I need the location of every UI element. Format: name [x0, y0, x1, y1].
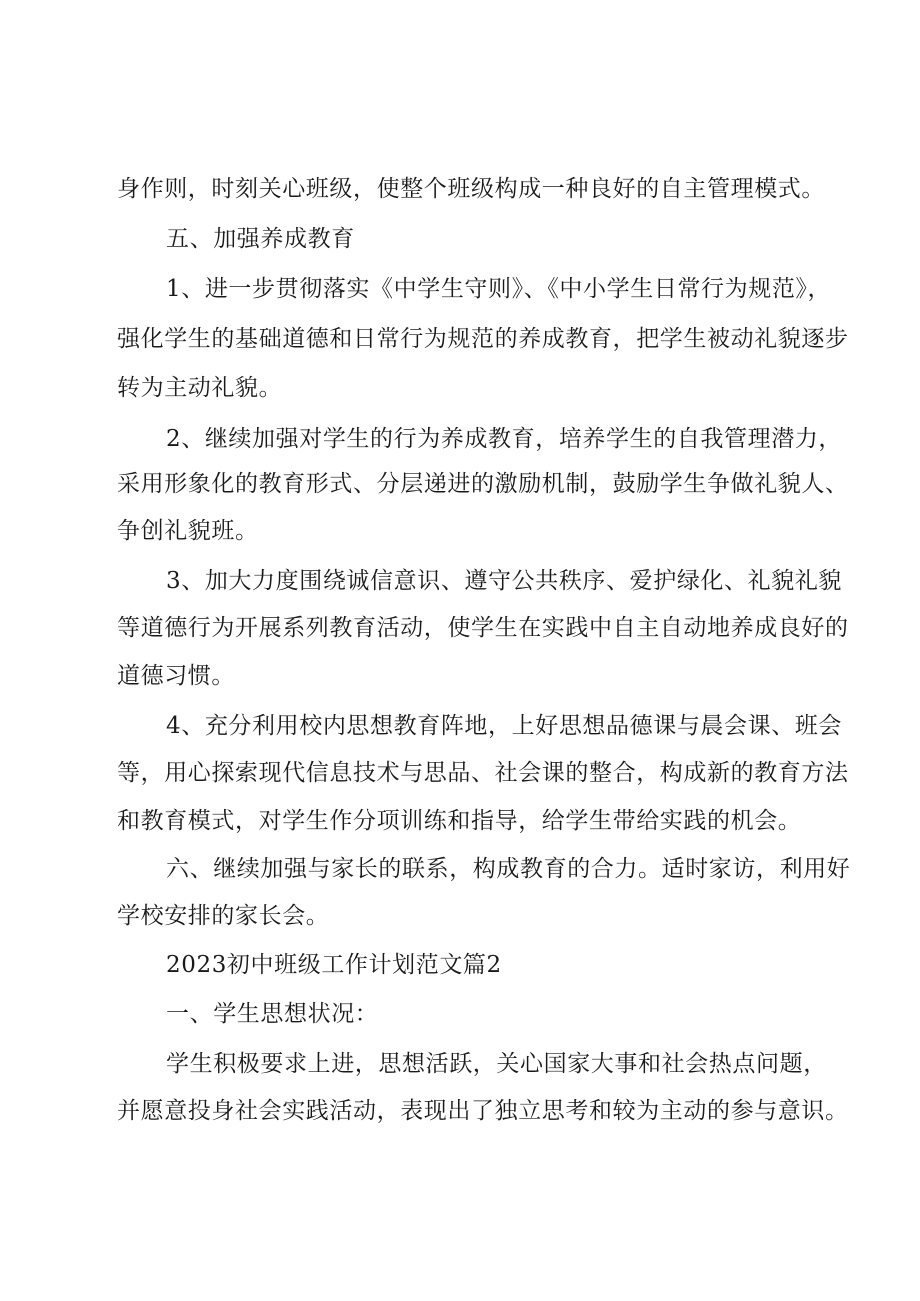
body-text-line: 和教育模式，对学生作分项训练和指导，给学生带给实践的机会。: [117, 808, 802, 834]
body-text-line: 学生积极要求上进，思想活跃，关心国家大事和社会热点问题，: [166, 1051, 827, 1077]
body-text-line: 1、进一步贯彻落实《中学生守则》、《中小学生日常行为规范》，: [166, 276, 832, 302]
body-text-line: 并愿意投身社会实践活动，表现出了独立思考和较为主动的参与意识。: [117, 1098, 849, 1124]
article-title: 2023初中班级工作计划范文篇2: [166, 952, 502, 978]
body-text-line: 六、继续加强与家长的联系，构成教育的合力。适时家访，利用好: [166, 856, 851, 882]
body-text-line: 道德习惯。: [117, 663, 235, 689]
body-text-line: 等道德行为开展系列教育活动，使学生在实践中自主自动地养成良好的: [117, 615, 849, 641]
body-text-line: 2、继续加强对学生的行为养成教育，培养学生的自我管理潜力，: [166, 426, 843, 452]
body-text-line: 采用形象化的教育形式、分层递进的激励机制，鼓励学生争做礼貌人、: [117, 471, 849, 497]
body-text-line: 3、加大力度围绕诚信意识、遵守公共秩序、爱护绿化、礼貌礼貌: [166, 568, 843, 594]
body-text-line: 争创礼貌班。: [117, 518, 259, 544]
section-heading: 一、学生思想状况：: [166, 1001, 379, 1027]
body-text-line: 转为主动礼貌。: [117, 375, 283, 401]
body-text-line: 等，用心探索现代信息技术与思品、社会课的整合，构成新的教育方法: [117, 760, 849, 786]
body-text-line: 强化学生的基础道德和日常行为规范的养成教育，把学生被动礼貌逐步: [117, 326, 849, 352]
body-text-line: 学校安排的家长会。: [117, 903, 330, 929]
section-heading: 五、加强养成教育: [166, 226, 355, 252]
body-text-line: 身作则，时刻关心班级，使整个班级构成一种良好的自主管理模式。: [117, 176, 825, 202]
body-text-line: 4、充分利用校内思想教育阵地，上好思想品德课与晨会课、班会: [166, 713, 843, 739]
